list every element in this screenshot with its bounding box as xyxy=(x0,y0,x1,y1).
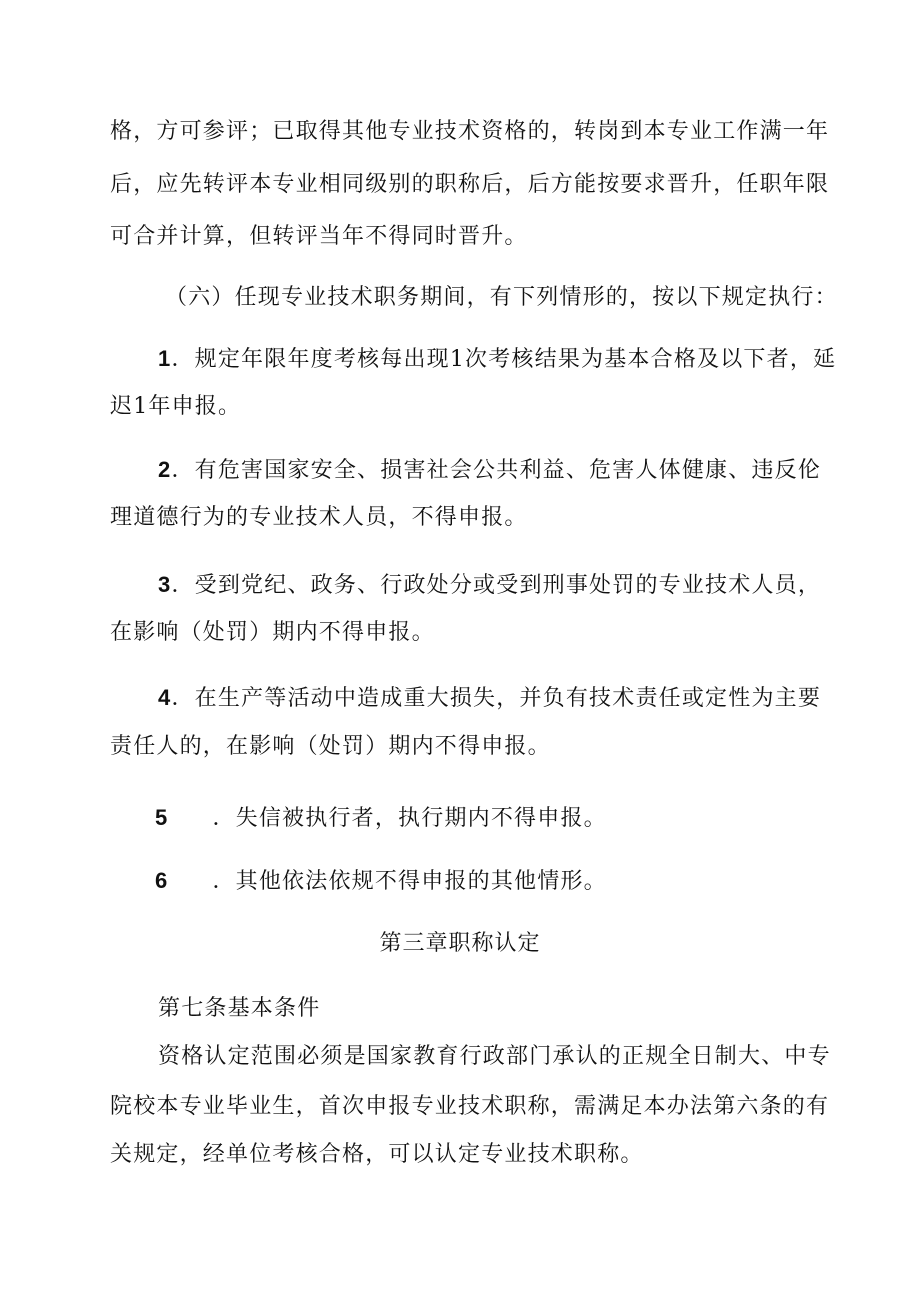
item-number: 6 xyxy=(155,868,169,893)
paragraph-line: 可合并计算，但转评当年不得同时晋升。 xyxy=(110,224,528,249)
item-continuation: 责任人的，在影响（处罚）期内不得申报。 xyxy=(110,734,551,759)
list-item-2 xyxy=(158,455,821,486)
item-number: 5 xyxy=(155,805,169,830)
item-number: 1 xyxy=(158,346,172,371)
paragraph-line: 格，方可参评；已取得其他专业技术资格的，转岗到本专业工作满一年 xyxy=(110,119,830,144)
section-six-heading: （六）任现专业技术职务期间，有下列情形的，按以下规定执行： xyxy=(165,285,838,310)
paragraph-line: 资格认定范围必须是国家教育行政部门承认的正规全日制大、中专 xyxy=(158,1044,831,1069)
list-item-3 xyxy=(158,570,821,601)
item-text: ．有危害国家安全、损害社会公共利益、危害人体健康、违反伦 xyxy=(171,458,822,483)
item-continuation: 迟1年申报。 xyxy=(110,394,242,419)
item-text: ．在生产等活动中造成重大损失，并负有技术责任或定性为主要 xyxy=(171,686,822,711)
item-text: ．规定年限年度考核每出现1次考核结果为基本合格及以下者，延 xyxy=(171,347,837,372)
list-item-6 xyxy=(155,866,607,897)
paragraph-line: 后，应先转评本专业相同级别的职称后，后方能按要求晋升，任职年限 xyxy=(110,172,830,197)
item-text: ．其他依法依规不得申报的其他情形。 xyxy=(212,869,607,894)
item-number: 3 xyxy=(158,572,172,597)
item-number: 2 xyxy=(158,457,172,482)
item-text: ．失信被执行者，执行期内不得申报。 xyxy=(212,806,607,831)
list-item-1 xyxy=(158,344,836,375)
chapter-title: 第三章职称认定 xyxy=(379,931,541,956)
paragraph-line: 关规定，经单位考核合格，可以认定专业技术职称。 xyxy=(110,1142,644,1167)
article-title: 第七条基本条件 xyxy=(158,996,321,1021)
list-item-4 xyxy=(158,683,821,714)
paragraph-line: 院校本专业毕业生，首次申报专业技术职称，需满足本办法第六条的有 xyxy=(110,1094,830,1119)
item-number: 4 xyxy=(158,685,172,710)
item-text: ．受到党纪、政务、行政处分或受到刑事处罚的专业技术人员， xyxy=(171,573,822,598)
item-continuation: 理道德行为的专业技术人员，不得申报。 xyxy=(110,505,528,530)
item-continuation: 在影响（处罚）期内不得申报。 xyxy=(110,620,435,645)
list-item-5 xyxy=(155,803,607,834)
